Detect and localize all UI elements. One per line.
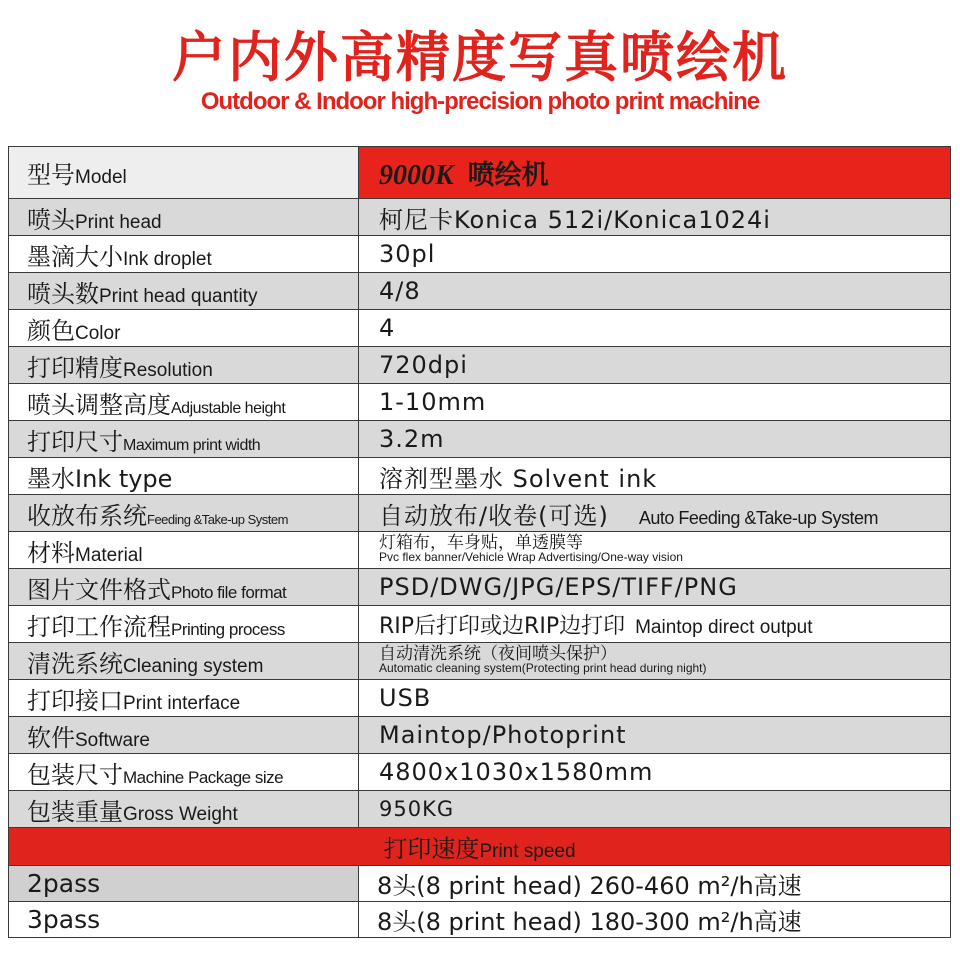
model-value bbox=[359, 147, 951, 199]
spec-row bbox=[9, 199, 951, 236]
spec-row bbox=[9, 643, 951, 680]
speed-header-en: Print speed bbox=[479, 841, 576, 862]
spec-value-en: Automatic cleaning system(Protecting print head during night) bbox=[379, 661, 707, 675]
spec-row bbox=[9, 421, 951, 458]
spec-value: 4/8 bbox=[379, 277, 421, 305]
spec-value: 柯尼卡Konica 512i/Konica1024i bbox=[379, 205, 771, 234]
spec-label-en: Printing process bbox=[171, 619, 285, 639]
model-row bbox=[9, 147, 951, 199]
spec-value: 1-10mm bbox=[379, 388, 487, 416]
spec-row bbox=[9, 680, 951, 717]
spec-label-zh: 颜色 bbox=[27, 316, 75, 345]
spec-label-en: Material bbox=[75, 544, 143, 566]
spec-row bbox=[9, 273, 951, 310]
spec-label-zh: 材料 bbox=[27, 538, 75, 567]
spec-label-en: Print head bbox=[75, 211, 162, 233]
spec-label-en: Resolution bbox=[123, 359, 213, 381]
spec-row bbox=[9, 347, 951, 384]
spec-value: 4800x1030x1580mm bbox=[379, 758, 654, 786]
spec-label-zh: 墨滴大小 bbox=[27, 242, 123, 271]
spec-label-en: Photo file format bbox=[171, 582, 287, 602]
spec-label-zh: 包装重量 bbox=[27, 797, 123, 826]
spec-label-en: Maximum print width bbox=[123, 436, 261, 454]
spec-label-en: Print head quantity bbox=[99, 285, 258, 307]
speed-header-row bbox=[9, 828, 951, 866]
spec-value: 950KG bbox=[379, 797, 455, 821]
page-subtitle: Outdoor & Indoor high-precision photo print machine bbox=[200, 88, 760, 115]
spec-value-en: Pvc flex banner/Vehicle Wrap Advertising/One-way vision bbox=[379, 550, 683, 564]
spec-row bbox=[9, 458, 951, 495]
spec-value: 30pl bbox=[379, 240, 436, 268]
spec-value: 3.2m bbox=[379, 425, 445, 453]
page-title: 户内外高精度写真喷绘机 bbox=[172, 26, 788, 89]
speed-value: 8头(8 print head) 180-300 m²/h高速 bbox=[359, 902, 951, 938]
spec-value: 720dpi bbox=[379, 351, 468, 379]
spec-row bbox=[9, 754, 951, 791]
spec-value: 自动放布/收卷(可选) bbox=[379, 501, 609, 530]
spec-label-zh: 喷头调整高度 bbox=[27, 390, 171, 419]
spec-label-zh: 喷头数 bbox=[27, 279, 99, 308]
speed-pass: 2pass bbox=[9, 866, 359, 902]
speed-row bbox=[9, 866, 951, 902]
spec-label-zh: 型号 bbox=[27, 161, 75, 189]
spec-label-en: Cleaning system bbox=[123, 655, 264, 677]
spec-label-en: Ink droplet bbox=[123, 248, 212, 270]
spec-table bbox=[8, 146, 951, 938]
spec-label-en: Gross Weight bbox=[123, 803, 238, 825]
spec-label-en: Color bbox=[75, 322, 121, 344]
spec-value: 自动清洗系统（夜间喷头保护） bbox=[379, 644, 617, 664]
spec-label-zh: 喷头 bbox=[27, 205, 75, 234]
spec-label-zh: 收放布系统 bbox=[27, 501, 147, 530]
spec-label-en: Print interface bbox=[123, 692, 241, 714]
spec-label-zh: 软件 bbox=[27, 723, 75, 752]
spec-label-zh: 打印接口 bbox=[27, 686, 123, 715]
spec-value: RIP后打印或边RIP边打印 bbox=[379, 613, 626, 639]
spec-label-en: Ink type bbox=[75, 464, 173, 493]
spec-label-en: Software bbox=[75, 729, 150, 751]
spec-label-zh: 打印尺寸 bbox=[27, 427, 123, 456]
spec-row bbox=[9, 606, 951, 643]
spec-value: 4 bbox=[379, 314, 396, 342]
spec-label-en: Model bbox=[75, 167, 127, 188]
spec-value: PSD/DWG/JPG/EPS/TIFF/PNG bbox=[379, 573, 738, 601]
spec-row bbox=[9, 532, 951, 569]
spec-value: 灯箱布，车身贴，单透膜等 bbox=[379, 533, 583, 553]
spec-label-en: Adjustable height bbox=[171, 399, 286, 417]
spec-label-zh: 打印工作流程 bbox=[27, 612, 171, 641]
spec-label-zh: 墨水 bbox=[27, 464, 75, 493]
spec-value: 溶剂型墨水 Solvent ink bbox=[379, 464, 658, 493]
spec-label-zh: 打印精度 bbox=[27, 353, 123, 382]
model-name-zh: 喷绘机 bbox=[467, 160, 549, 191]
spec-row bbox=[9, 569, 951, 606]
spec-row bbox=[9, 384, 951, 421]
spec-value-en: Auto Feeding &Take-up System bbox=[638, 507, 878, 528]
speed-header-zh: 打印速度 bbox=[383, 835, 480, 863]
speed-value: 8头(8 print head) 260-460 m²/h高速 bbox=[359, 866, 951, 902]
spec-row bbox=[9, 717, 951, 754]
spec-label-en: Feeding &Take-up System bbox=[147, 511, 288, 527]
speed-pass: 3pass bbox=[9, 902, 359, 938]
speed-row bbox=[9, 902, 951, 938]
spec-label-zh: 图片文件格式 bbox=[27, 575, 171, 604]
spec-value-en: Maintop direct output bbox=[635, 616, 813, 638]
spec-value: Maintop/Photoprint bbox=[379, 721, 627, 749]
spec-row bbox=[9, 495, 951, 532]
speed-header bbox=[9, 828, 951, 866]
spec-label-zh: 清洗系统 bbox=[27, 649, 123, 678]
spec-row bbox=[9, 310, 951, 347]
spec-label bbox=[9, 147, 359, 199]
spec-row bbox=[9, 791, 951, 828]
spec-row bbox=[9, 236, 951, 273]
model-code: 9000K bbox=[379, 160, 454, 191]
spec-label-zh: 包装尺寸 bbox=[27, 760, 123, 789]
spec-value: USB bbox=[379, 684, 432, 712]
spec-label-en: Machine Package size bbox=[123, 767, 284, 787]
